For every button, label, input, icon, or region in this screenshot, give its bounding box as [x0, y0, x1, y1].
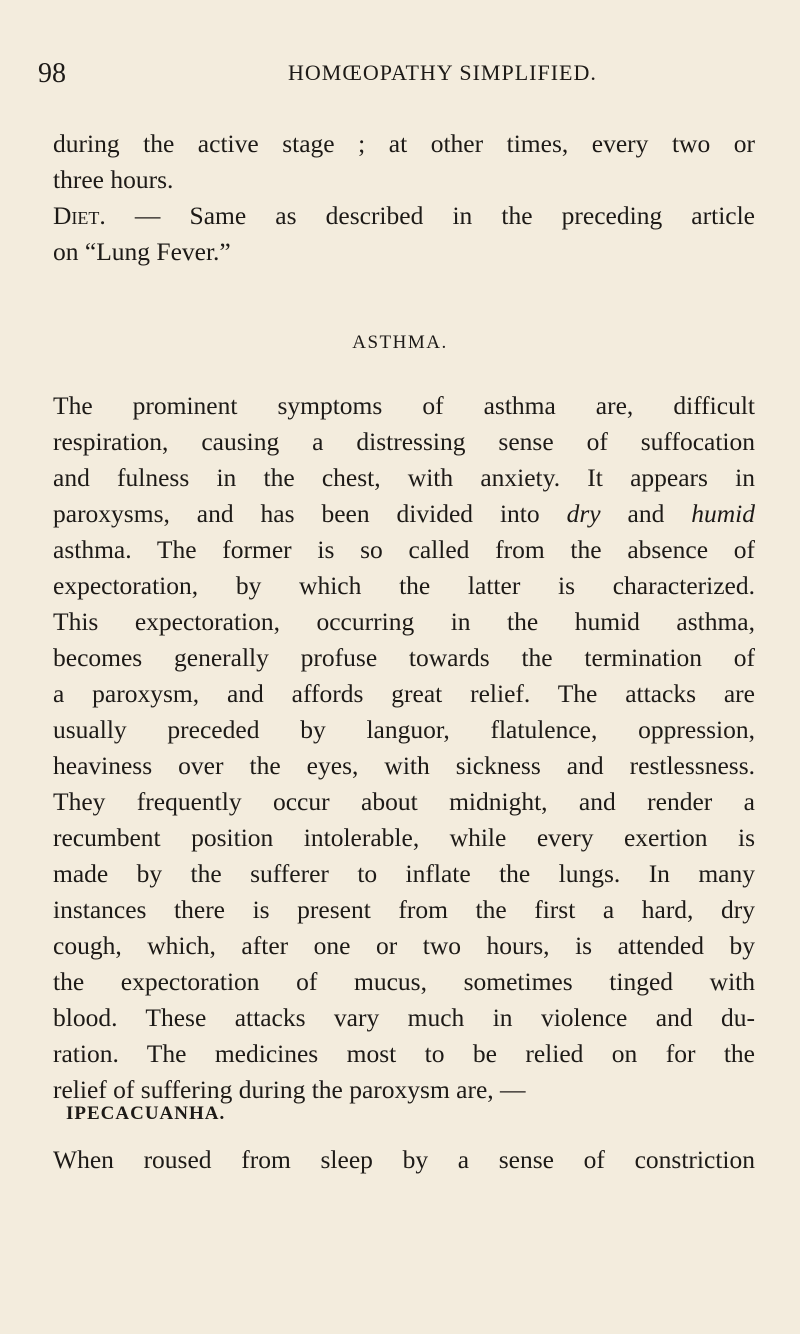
text-line: usually preceded by languor, flatulence, oppression,: [53, 715, 755, 744]
text-line: becomes generally profuse towards the termination of: [53, 643, 755, 672]
italic-dry: dry: [566, 499, 601, 528]
text-line: respiration, causing a distressing sense of suffocation: [53, 427, 755, 456]
text-line: a paroxysm, and affords great relief. The attacks are: [53, 679, 755, 708]
text-line: instances there is present from the first a hard, dry: [53, 895, 755, 924]
text-line: heaviness over the eyes, with sickness and restlessness.: [53, 751, 755, 780]
section-heading: ASTHMA.: [352, 332, 448, 353]
diet-text: Same as described in the preceding article: [189, 201, 756, 230]
text-line: three hours.: [53, 165, 174, 194]
text-line: recumbent position intolerable, while every exertion is: [53, 823, 755, 852]
text-line: and fulness in the chest, with anxiety. It appears in: [53, 463, 755, 492]
text-line: The prominent symptoms of asthma are, difficult: [53, 391, 755, 420]
text-fragment: paroxysms, and has been divided into: [53, 499, 540, 528]
medicine-heading: IPECACUANHA.: [66, 1103, 226, 1124]
top-paragraph: [53, 126, 755, 198]
text-line-with-italics: [53, 496, 755, 532]
italic-humid: humid: [691, 499, 756, 528]
text-line: made by the sufferer to inflate the lungs. In many: [53, 859, 755, 888]
text-line: the expectoration of mucus, sometimes tinged with: [53, 967, 755, 996]
text-line: relief of suffering during the paroxysm are, —: [53, 1075, 526, 1104]
text-line: blood. These attacks vary much in violence and du-: [53, 1003, 755, 1032]
text-line: When roused from sleep by a sense of constriction: [53, 1145, 755, 1174]
running-head: [38, 58, 762, 92]
diet-dash: —: [105, 201, 190, 230]
text-line: asthma. The former is so called from the absence of: [53, 535, 755, 564]
text-fragment: and: [627, 499, 665, 528]
running-title: HOMŒOPATHY SIMPLIFIED.: [288, 60, 597, 85]
text-line: on “Lung Fever.”: [53, 237, 231, 266]
text-line: ration. The medicines most to be relied on for the: [53, 1039, 755, 1068]
asthma-paragraph: [53, 388, 755, 1108]
diet-label: Diet.: [53, 201, 106, 230]
text-line: expectoration, by which the latter is characterized.: [53, 571, 755, 600]
diet-paragraph: [53, 198, 755, 270]
text-line: This expectoration, occurring in the humid asthma,: [53, 607, 755, 636]
final-paragraph: [53, 1142, 755, 1178]
text-line: They frequently occur about midnight, and render a: [53, 787, 755, 816]
text-line: during the active stage ; at other times, every two or: [53, 129, 755, 158]
diet-line: [53, 198, 755, 234]
page-number: 98: [38, 58, 66, 89]
text-line: cough, which, after one or two hours, is attended by: [53, 931, 755, 960]
